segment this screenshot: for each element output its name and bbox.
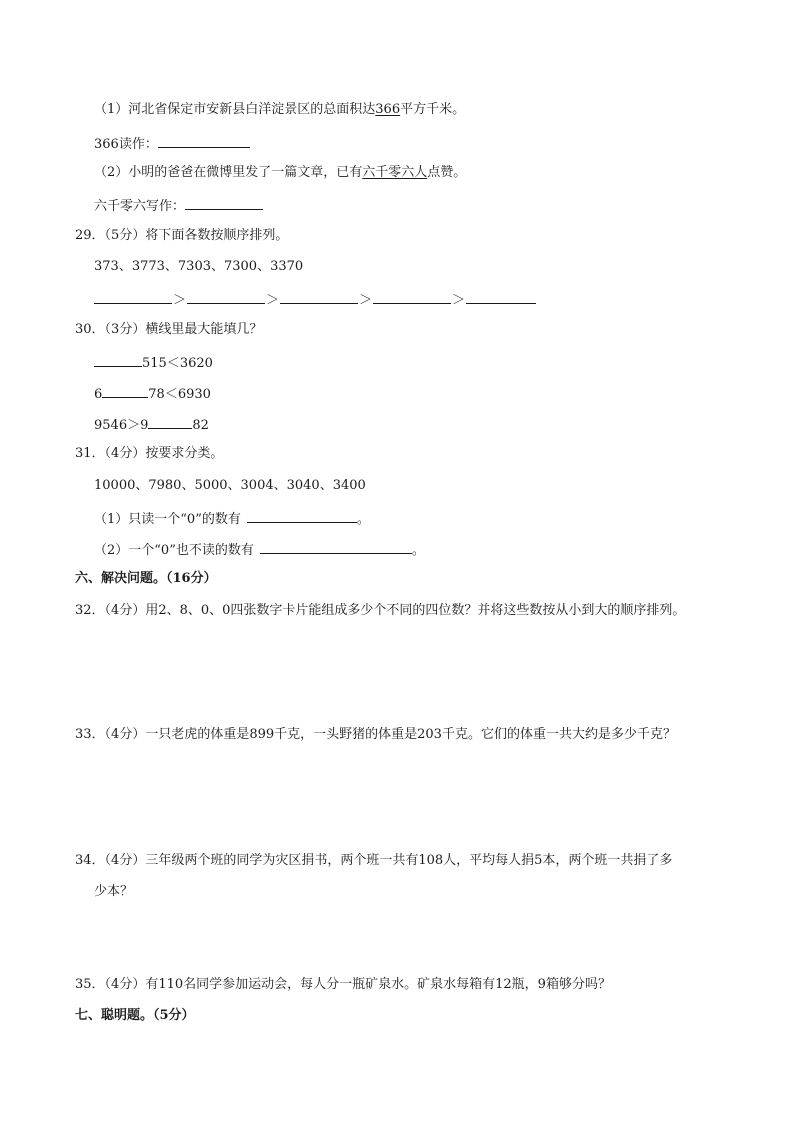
q28-sub1-text-end: 平方千米。	[400, 102, 466, 117]
q28-sub2-underlined: 六千零六人	[362, 165, 428, 180]
q28-sub1-text: （1）河北省保定市安新县白洋淀景区的总面积达	[94, 102, 376, 117]
q29-order-row	[94, 289, 536, 310]
q31-sub2-text: （2）一个“0”也不读的数有	[94, 543, 254, 558]
greater-than-sign: ＞	[452, 293, 466, 308]
q28-answer-2-label: 六千零六写作：	[94, 199, 186, 214]
q30-row-3	[94, 414, 209, 435]
answer-blank[interactable]	[187, 289, 265, 304]
q28-answer-1-label: 366读作：	[94, 137, 158, 152]
q28-sub1-underlined: 366	[375, 102, 401, 117]
greater-than-sign: ＞	[266, 293, 280, 308]
q28-sub2	[94, 164, 466, 182]
q34-text-line-2: 少本？	[94, 884, 134, 899]
answer-blank[interactable]	[185, 195, 263, 210]
q32-text: 32．（4分）用2、8、0、0四张数字卡片能组成多少个不同的四位数？并将这些数按从小到大的顺序排列。	[75, 603, 686, 618]
answer-blank[interactable]	[148, 414, 192, 429]
q30-row-1-text: 515＜3620	[142, 356, 213, 371]
q33-text: 33．（4分）一只老虎的体重是899千克，一头野猪的体重是203千克。它们的体重一共大约是多少千克？	[75, 727, 676, 742]
answer-blank[interactable]	[373, 289, 451, 304]
answer-blank[interactable]	[260, 539, 412, 554]
q29-title: 29．（5分）将下面各数按顺序排列。	[75, 228, 289, 243]
q28-sub2-text-end: 点赞。	[427, 165, 467, 180]
q31-sub1-text: （1）只读一个“0”的数有	[94, 512, 241, 527]
section-7-heading: 七、聪明题。（5分）	[75, 1008, 195, 1023]
q29-numbers: 373、3773、7303、7300、3370	[94, 259, 304, 274]
answer-blank[interactable]	[466, 289, 536, 304]
greater-than-sign: ＞	[359, 293, 373, 308]
q28-sub2-text: （2）小明的爸爸在微博里发了一篇文章，已有	[94, 165, 363, 180]
answer-blank[interactable]	[280, 289, 358, 304]
q30-row-3-pre: 9546＞9	[94, 418, 149, 433]
q28-answer-1	[94, 133, 250, 154]
q30-row-3-post: 82	[192, 418, 209, 433]
q34-text-line-1: 34．（4分）三年级两个班的同学为灾区捐书，两个班一共有108人，平均每人捐5本，两个班一共捐了多	[75, 853, 673, 868]
period: 。	[356, 512, 370, 527]
q28-sub1	[94, 101, 465, 119]
q28-answer-2	[94, 195, 263, 216]
q30-row-1	[94, 352, 213, 373]
q30-row-2-pre: 6	[94, 387, 103, 402]
answer-blank[interactable]	[102, 383, 148, 398]
answer-blank[interactable]	[94, 352, 142, 367]
answer-blank[interactable]	[158, 133, 250, 148]
q30-row-2-post: 78＜6930	[148, 387, 211, 402]
greater-than-sign: ＞	[173, 293, 187, 308]
q31-sub2	[94, 539, 425, 560]
q35-text: 35．（4分）有110名同学参加运动会，每人分一瓶矿泉水。矿泉水每箱有12瓶，9箱够分吗？	[75, 977, 611, 992]
q31-numbers: 10000、7980、5000、3004、3040、3400	[94, 478, 366, 493]
section-6-heading: 六、解决问题。（16分）	[75, 571, 217, 586]
answer-blank[interactable]	[94, 289, 172, 304]
q30-title: 30．（3分）横线里最大能填几？	[75, 322, 263, 337]
q30-row-2	[94, 383, 211, 404]
period: 。	[411, 543, 425, 558]
q31-sub1	[94, 508, 370, 529]
answer-blank[interactable]	[247, 508, 357, 523]
q31-title: 31．（4分）按要求分类。	[75, 446, 224, 461]
